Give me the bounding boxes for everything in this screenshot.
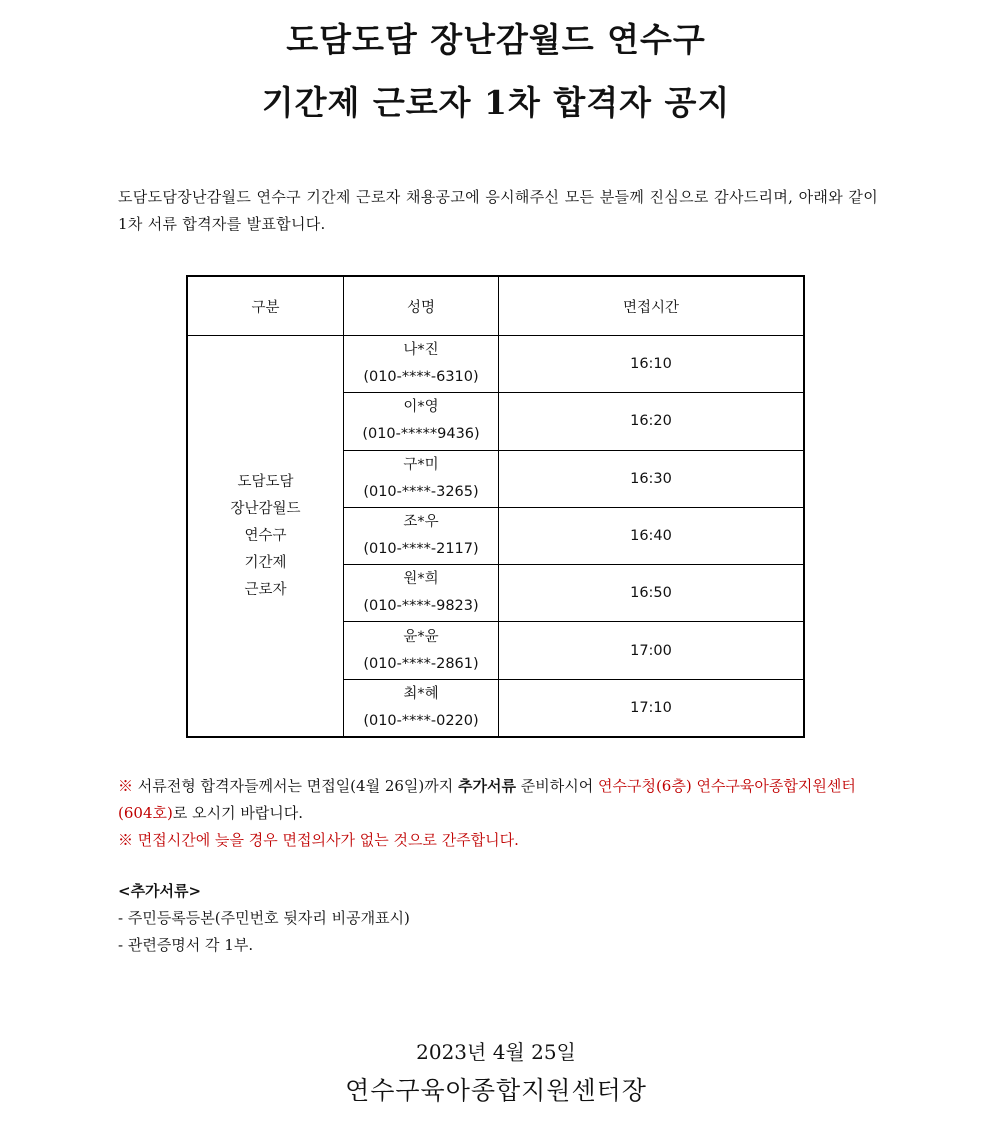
- name-cell: [344, 450, 499, 507]
- interview-time: 16:30: [499, 450, 805, 507]
- name-cell: [344, 336, 499, 393]
- note-mark: ※: [118, 777, 134, 795]
- table-header-row: [187, 276, 804, 336]
- note-text: 서류전형 합격자들께서는 면접일(4월 26일)까지: [133, 777, 459, 795]
- table-row: [187, 336, 804, 393]
- note-text: 로 오시기 바랍니다.: [172, 804, 304, 822]
- document-item: - 관련증명서 각 1부.: [118, 936, 254, 954]
- name-cell: [344, 622, 499, 679]
- header-interview-time: 면접시간: [499, 276, 805, 336]
- document-item: - 주민등록등본(주민번호 뒷자리 비공개표시): [118, 909, 410, 927]
- applicant-table: [186, 275, 805, 738]
- header-category: 구분: [187, 276, 344, 336]
- interview-time: 16:10: [499, 336, 805, 393]
- interview-time: 16:40: [499, 507, 805, 564]
- category-line: 도담도담: [237, 473, 294, 490]
- category-line: 장난감월드: [230, 500, 301, 517]
- interview-time: 17:10: [499, 679, 805, 737]
- name-cell: [344, 507, 499, 564]
- category-line: 근로자: [244, 581, 287, 598]
- interview-time: 16:20: [499, 393, 805, 450]
- note-location: 연수구청(6층) 연수구육아종합지원센터(604호): [118, 777, 856, 822]
- category-line: 기간제: [244, 554, 287, 571]
- name-cell: [344, 565, 499, 622]
- interview-time: 16:50: [499, 565, 805, 622]
- documents-heading: <추가서류>: [118, 882, 202, 900]
- applicant-name: 구*미: [403, 456, 439, 473]
- notice-date: 2023년 4월 25일: [416, 1040, 576, 1064]
- category-line: 연수구: [244, 527, 287, 544]
- interview-time: 17:00: [499, 622, 805, 679]
- applicant-phone: (010-****-9823): [363, 598, 479, 615]
- additional-documents: [118, 878, 878, 959]
- signature: 연수구육아종합지원센터장: [345, 1076, 647, 1105]
- applicant-name: 최*혜: [403, 685, 439, 702]
- applicant-phone: (010-****-3265): [363, 483, 479, 500]
- applicant-name: 조*우: [403, 513, 439, 530]
- note-highlight: 추가서류: [458, 777, 516, 795]
- note-2: ※ 면접시간에 늦을 경우 면접의사가 없는 것으로 간주합니다.: [118, 831, 519, 849]
- applicant-phone: (010-****-6310): [363, 369, 479, 386]
- header-name: 성명: [344, 276, 499, 336]
- applicant-phone: (010-****-0220): [363, 712, 479, 729]
- note-text: 준비하시어: [515, 777, 598, 795]
- applicant-phone: (010-****-2861): [363, 655, 479, 672]
- applicant-name: 윤*윤: [403, 628, 439, 645]
- applicant-name: 나*진: [403, 342, 439, 359]
- notes-section: [118, 773, 878, 854]
- applicant-name: 이*영: [403, 399, 439, 416]
- applicant-name: 원*희: [403, 571, 439, 588]
- applicant-phone: (010-*****9436): [362, 426, 480, 443]
- note-1: [118, 773, 878, 827]
- applicant-phone: (010-****-2117): [363, 540, 479, 557]
- category-cell: [187, 336, 344, 738]
- name-cell: [344, 679, 499, 737]
- page-title-line2: 기간제 근로자 1차 합격자 공지: [261, 83, 731, 122]
- name-cell: [344, 393, 499, 450]
- page-title-line1: 도담도담 장난감월드 연수구: [286, 20, 706, 59]
- intro-paragraph: 도담도담장난감월드 연수구 기간제 근로자 채용공고에 응시해주신 모든 분들께 진심으로 감사드리며, 아래와 같이 1차 서류 합격자를 발표합니다.: [118, 188, 878, 233]
